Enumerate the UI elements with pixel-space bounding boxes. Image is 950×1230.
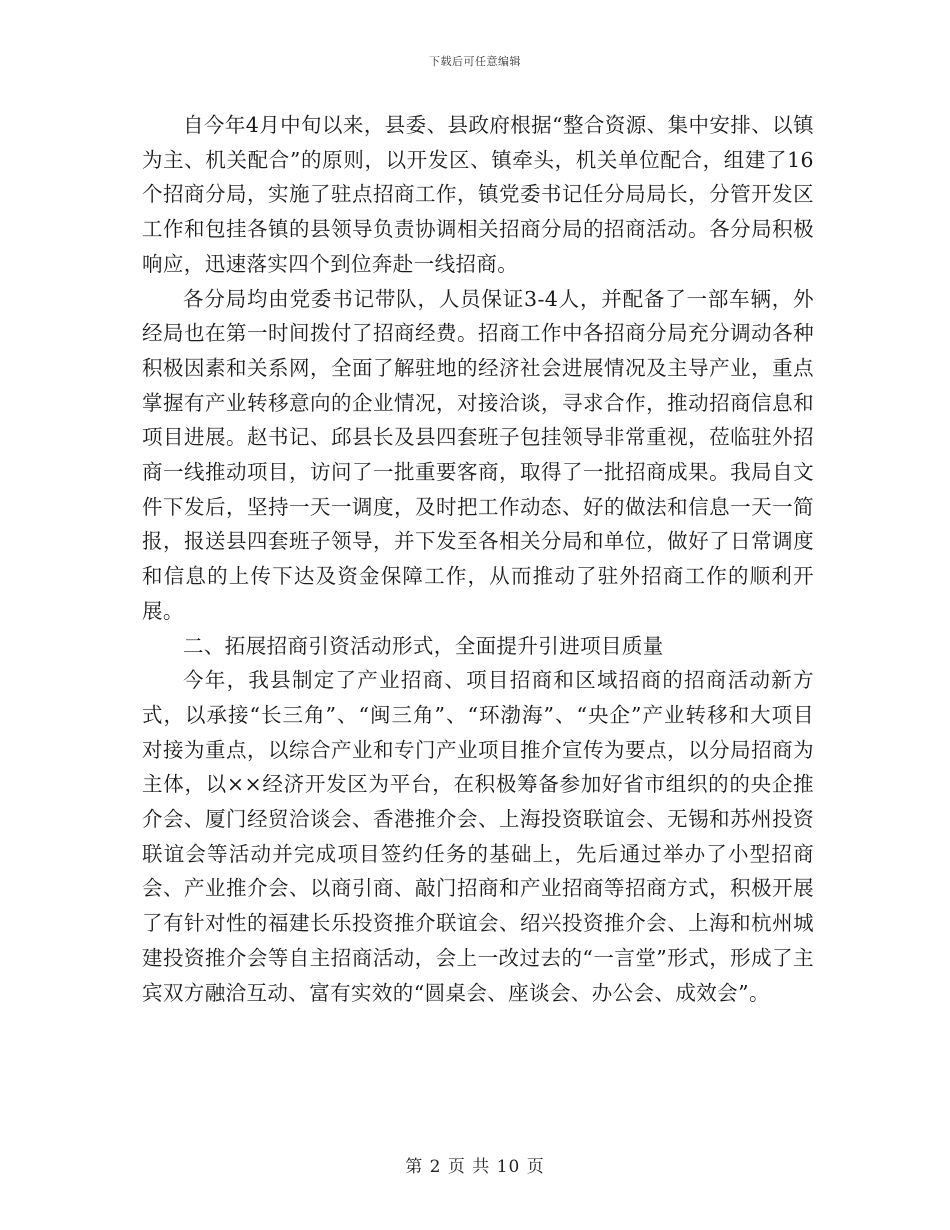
paragraph-2: 各分局均由党委书记带队，人员保证3-4人，并配备了一部车辆，外经局也在第一时间拨付了招商经费。招商工作中各招商分局充分调动各种积极因素和关系网，全面了解驻地的经济社会进展情况及主导产业，重点掌握有产业转移意向的企业情况，对接洽谈，寻求合作，推动招商信息和项目进展。赵书记、邱县长及县四套班子包挂领导非常重视，莅临驻外招商一线推动项目，访问了一批重要客商，取得了一批招商成果。我局自文件下发后，坚持一天一调度，及时把工作动态、好的做法和信息一天一简报，报送县四套班子领导，并下发至各相关分局和单位，做好了日常调度和信息的上传下达及资金保障工作，从而推动了驻外招商工作的顺利开展。: [142, 286, 814, 623]
paragraph-3: 今年，我县制定了产业招商、项目招商和区域招商的招商活动新方式，以承接“长三角”、“闽三角”、“环渤海”、“央企”产业转移和大项目对接为重点，以综合产业和专门产业项目推介宣传为要点，以分局招商为主体，以××经济开发区为平台，在积极筹备参加好省市组织的的央企推介会、厦门经贸洽谈会、香港推介会、上海投资联谊会、无锡和苏州投资联谊会等活动并完成项目签约任务的基础上，先后通过举办了小型招商会、产业推介会、以商引商、敲门招商和产业招商等招商方式，积极开展了有针对性的福建长乐投资推介联谊会、绍兴投资推介会、上海和杭州城建投资推介会等自主招商活动，会上一改过去的“一言堂”形式，形成了主宾双方融洽互动、富有实效的“圆桌会、座谈会、办公会、成效会”。: [142, 668, 814, 1005]
paragraph-1: 自今年4月中旬以来，县委、县政府根据“整合资源、集中安排、以镇为主、机关配合”的原则，以开发区、镇牵头，机关单位配合，组建了16个招商分局，实施了驻点招商工作，镇党委书记任分局局长，分管开发区工作和包挂各镇的县领导负责协调相关招商分局的招商活动。各分局积极响应，迅速落实四个到位奔赴一线招商。: [142, 113, 814, 276]
document-body: [142, 108, 814, 1010]
section-heading: 二、拓展招商引资活动形式，全面提升引进项目质量: [183, 633, 664, 658]
page-header: 下载后可任意编辑: [429, 55, 521, 68]
page-number: 第 2 页 共 10 页: [405, 1157, 545, 1177]
